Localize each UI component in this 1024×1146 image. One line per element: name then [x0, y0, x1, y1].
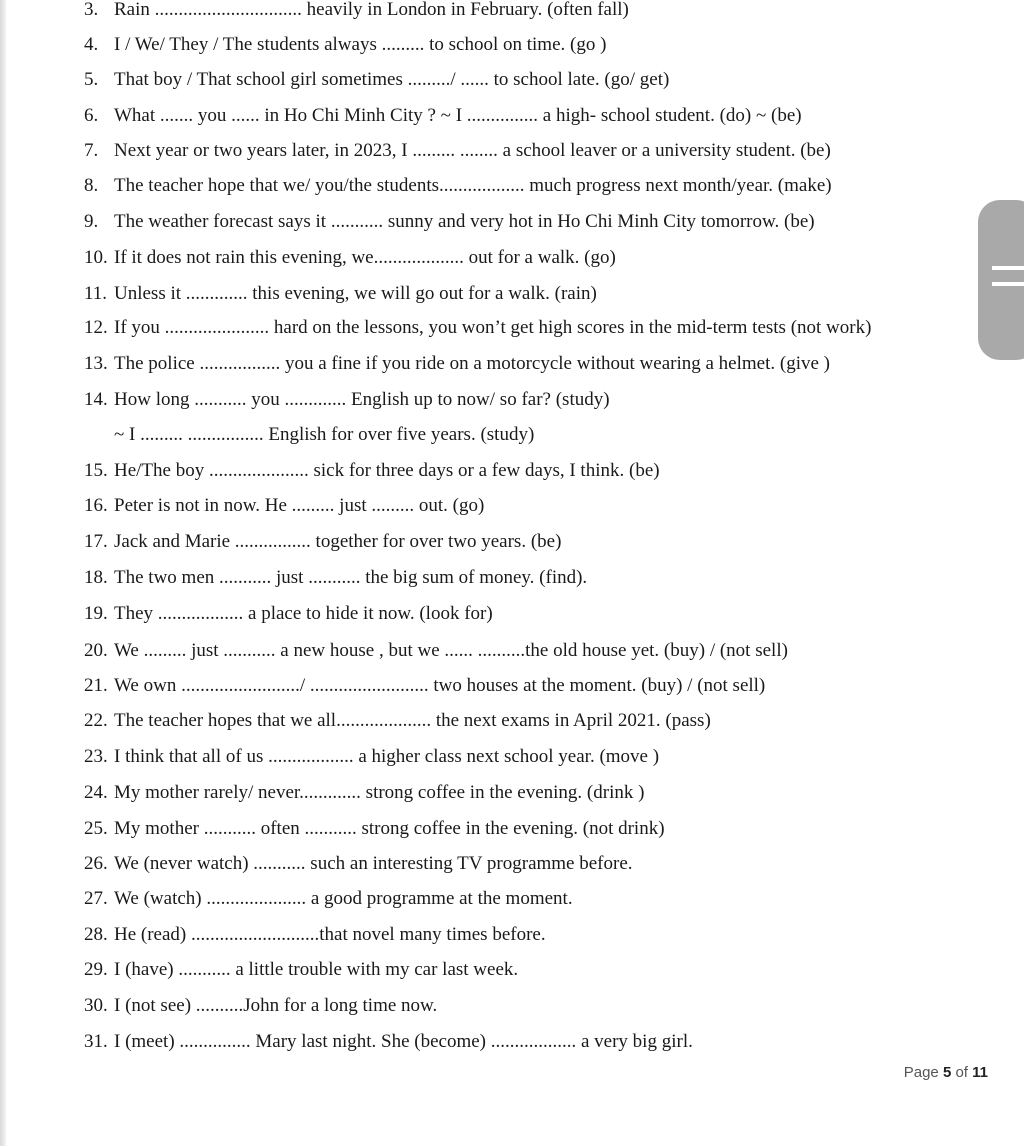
item-text: I think that all of us .................. a higher class next school year. (move ) [114, 746, 660, 767]
item-number: 6. [84, 105, 99, 126]
item-text: We own ........................./ ......................... two houses at the moment. (buy) / (not sell) [114, 675, 766, 696]
item-text: That boy / That school girl sometimes ........./ ...... to school late. (go/ get) [114, 69, 670, 90]
item-number: 21. [84, 675, 108, 696]
item-text: If you ...................... hard on the lessons, you won’t get high scores in the mid-term tests (not work) [114, 317, 872, 338]
item-text: He/The boy ..................... sick for three days or a few days, I think. (be) [114, 460, 660, 481]
item-text: We (never watch) ........... such an interesting TV programme before. [114, 853, 633, 874]
item-number: 31. [84, 1031, 108, 1052]
item-number: 26. [84, 853, 108, 874]
item-text: Unless it ............. this evening, we will go out for a walk. (rain) [114, 283, 597, 304]
item-number: 15. [84, 460, 108, 481]
total-pages: 11 [972, 1064, 988, 1081]
item-text: ~ I ......... ................ English for over five years. (study) [114, 424, 535, 445]
item-number: 27. [84, 888, 108, 909]
item-text: The teacher hopes that we all.................... the next exams in April 2021. (pass) [114, 710, 711, 731]
item-text: My mother rarely/ never............. strong coffee in the evening. (drink ) [114, 782, 645, 803]
item-text: Next year or two years later, in 2023, I ......... ........ a school leaver or a university student. (be) [114, 140, 831, 161]
item-number: 11. [84, 283, 108, 304]
item-number: 5. [84, 69, 99, 90]
item-text: The two men ........... just ........... the big sum of money. (find). [114, 567, 588, 588]
item-number: 16. [84, 495, 108, 516]
item-number: 22. [84, 710, 108, 731]
item-number: 10. [84, 247, 108, 268]
page-of-label: of [955, 1064, 968, 1081]
item-number: 4. [84, 34, 99, 55]
current-page: 5 [942, 1064, 952, 1081]
item-text: I (meet) ............... Mary last night. She (become) .................. a very big girl. [114, 1031, 693, 1052]
item-number: 13. [84, 353, 108, 374]
item-number: 20. [84, 640, 108, 661]
item-text: The teacher hope that we/ you/the students.................. much progress next month/year. (make) [114, 175, 832, 196]
item-text: I (have) ........... a little trouble with my car last week. [114, 959, 519, 980]
item-text: Peter is not in now. He ......... just ......... out. (go) [114, 495, 485, 516]
item-number: 29. [84, 959, 108, 980]
item-number: 7. [84, 140, 99, 161]
item-number: 19. [84, 603, 108, 624]
item-text: Rain ............................... heavily in London in February. (often fall) [114, 0, 629, 20]
item-number: 24. [84, 782, 108, 803]
scroll-handle[interactable] [978, 200, 1024, 360]
item-text: I / We/ They / The students always ......... to school on time. (go ) [114, 34, 607, 55]
item-text: How long ........... you ............. English up to now/ so far? (study) [114, 389, 610, 410]
item-text: My mother ........... often ........... strong coffee in the evening. (not drink) [114, 818, 665, 839]
item-text: If it does not rain this evening, we................... out for a walk. (go) [114, 247, 616, 268]
item-number: 28. [84, 924, 108, 945]
item-number: 30. [84, 995, 108, 1016]
item-text: He (read) ...........................that novel many times before. [114, 924, 546, 945]
item-number: 14. [84, 389, 108, 410]
page-edge [0, 0, 6, 1146]
item-text: I (not see) ..........John for a long time now. [114, 995, 438, 1016]
item-number: 3. [84, 0, 99, 20]
page-indicator [904, 1064, 988, 1081]
item-number: 8. [84, 175, 99, 196]
item-number: 18. [84, 567, 108, 588]
item-text: What ....... you ...... in Ho Chi Minh City ? ~ I ............... a high- school student. (do) ~ (be) [114, 105, 802, 126]
grip-line-icon [992, 266, 1024, 270]
item-text: The weather forecast says it ........... sunny and very hot in Ho Chi Minh City tomorrow. (be) [114, 211, 815, 232]
grip-line-icon [992, 282, 1024, 286]
page-label: Page [903, 1064, 939, 1081]
item-text: We (watch) ..................... a good programme at the moment. [114, 888, 573, 909]
item-text: They .................. a place to hide it now. (look for) [114, 603, 493, 624]
item-number: 25. [84, 818, 108, 839]
item-text: The police ................. you a fine if you ride on a motorcycle without wearing a helmet. (give ) [114, 353, 830, 374]
item-number: 12. [84, 317, 108, 338]
item-number: 9. [84, 211, 99, 232]
item-text: We ......... just ........... a new house , but we ...... ..........the old house yet. (buy) / (not sell) [114, 640, 788, 661]
item-number: 17. [84, 531, 108, 552]
item-number: 23. [84, 746, 108, 767]
item-text: Jack and Marie ................ together for over two years. (be) [114, 531, 562, 552]
